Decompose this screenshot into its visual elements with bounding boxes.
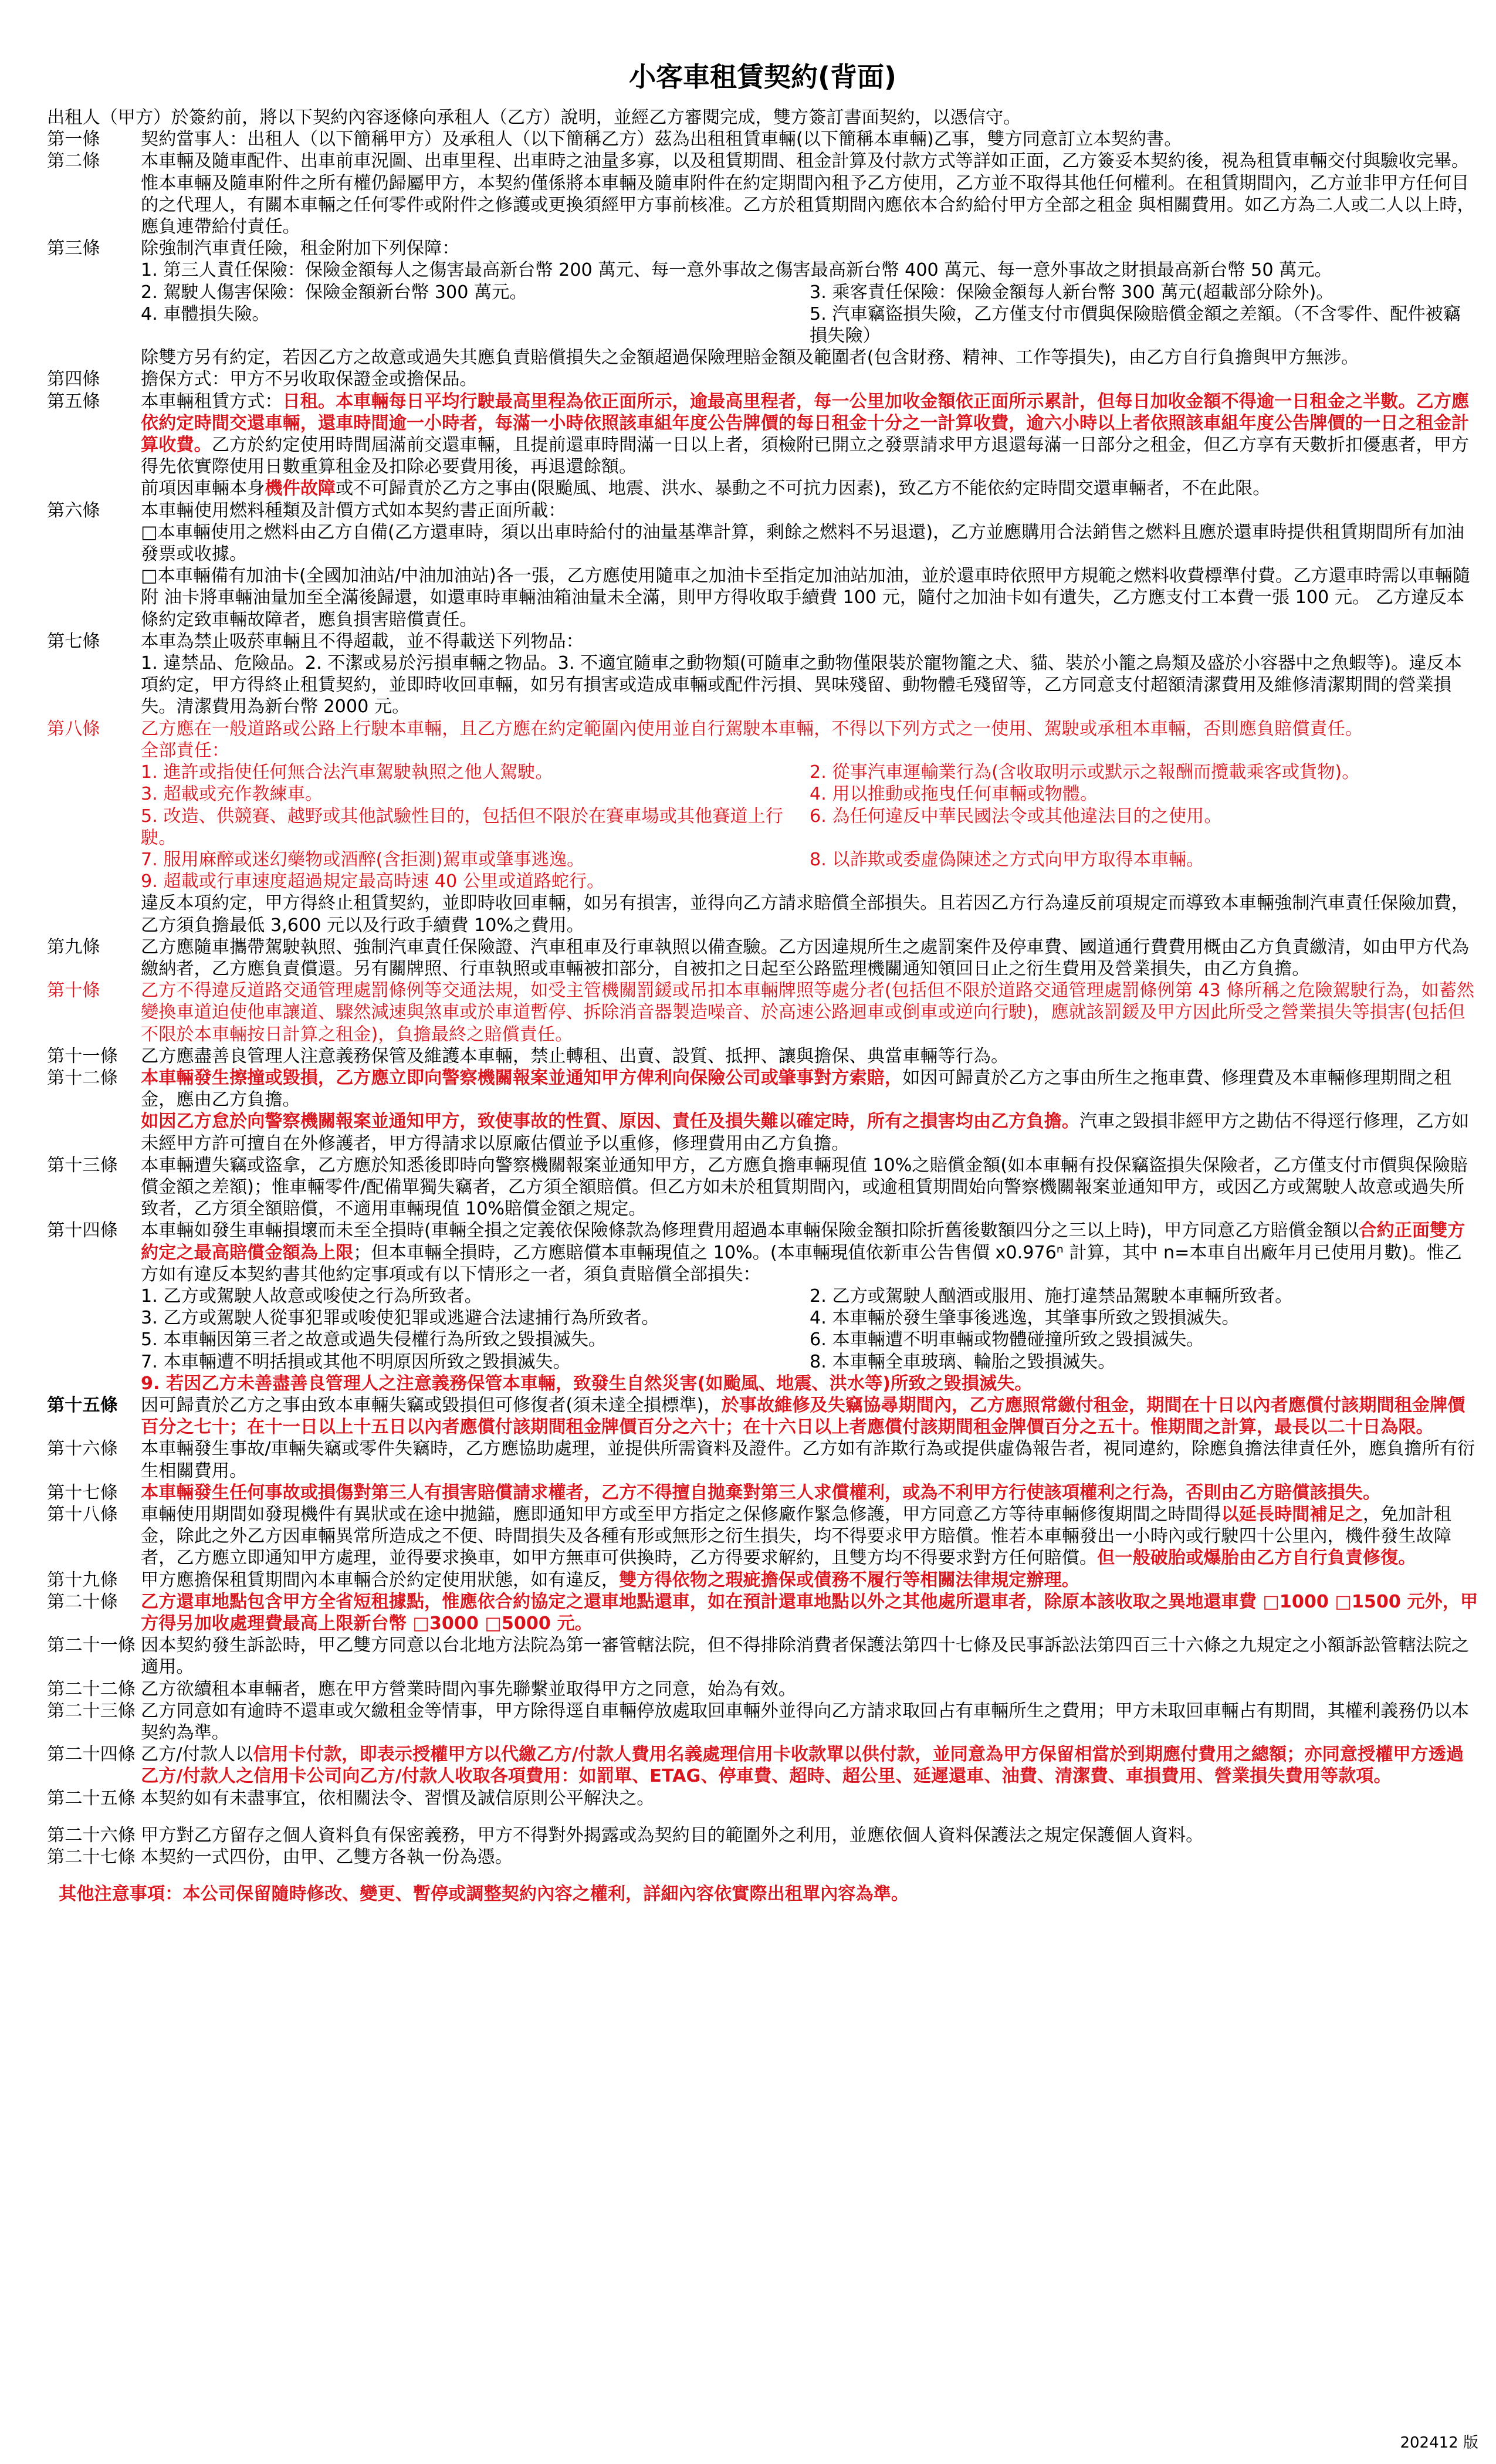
article-8-item-7: 7. 服用麻醉或迷幻藥物或酒醉(含拒測)駕車或肇事逃逸。 — [141, 849, 585, 870]
article-label: 第十八條 — [47, 1504, 118, 1525]
article-14-item-1: 1. 乙方或駕駛人故意或唆使之行為所致者。 — [141, 1285, 482, 1307]
article-red-text: 合約正面雙方約定之最高賠償金額為上限 — [141, 1220, 1465, 1263]
contract-document — [47, 59, 1478, 1905]
article-19 — [47, 1569, 1478, 1591]
article-2 — [47, 150, 1478, 172]
article-3-para: 除雙方另有約定，若因乙方之故意或過失其應負責賠償損失之金額超過保險理賠金額及範圍者(包含財務、精神、工作等損失)，由乙方自行負擔與甲方無涉。 — [141, 347, 1359, 368]
article-2-para: 惟本車輛及隨車附件之所有權仍歸屬甲方，本契約僅係將本車輛及隨車附件在約定期間內租予乙方使用，乙方並不取得其他任何權利。在租賃期間內，乙方並非甲方任何目的之代理人，有關本車輛之任何零件或附件之修護或更換須經甲方事前核准。乙方於租賃期間內應依本合約給付甲方全部之租金 與相關費用。如乙方為二人或二人以上時，應負連帶給付責任。 — [141, 172, 1475, 238]
article-8-items-row — [47, 783, 1478, 805]
article-27 — [47, 1846, 1478, 1868]
article-7 — [47, 631, 1478, 652]
article-10 — [47, 980, 1478, 1045]
article-text: 因可歸責於乙方之事由致本車輛失竊或毀損但可修復者(須未達全損標準)， — [141, 1395, 722, 1416]
article-body — [141, 391, 1478, 478]
article-6 — [47, 500, 1478, 522]
article-text: 本車輛租賃方式： — [141, 391, 283, 412]
article-14 — [47, 1220, 1478, 1285]
article-8-items-row — [47, 805, 1478, 849]
article-8-item-5: 5. 改造、供競賽、越野或其他試驗性目的，包括但不限於在賽車場或其他賽道上行駛。 — [141, 805, 783, 848]
article-body — [141, 1569, 1478, 1591]
article-8-items-row — [47, 849, 1478, 871]
article-8-items-row — [47, 761, 1478, 783]
article-8-item-2: 2. 從事汽車運輸業行為(含收取明示或默示之報酬而攬載乘客或貨物)。 — [810, 762, 1360, 783]
article-label: 第十九條 — [47, 1569, 118, 1590]
article-text: 汽車之毀損非經甲方之勘估不得逕行修理，乙方如未經甲方許可擅自在外修護者，甲方得請求以原廠估價並予以重修，修理費用由乙方負擔。 — [141, 1111, 1470, 1154]
article-text: 或不可歸責於乙方之事由(限颱風、地震、洪水、暴動之不可抗力因素)，致乙方不能依約定時間交還車輛者，不在此限。 — [336, 478, 1271, 499]
article-25 — [47, 1788, 1478, 1809]
article-15 — [47, 1395, 1478, 1438]
article-body: 本契約如有未盡事宜，依相關法令、習慣及誠信原則公平解決之。 — [141, 1788, 655, 1809]
fuel-option-card: □本車輛備有加油卡(全國加油站/中油加油站)各一張，乙方應使用隨車之加油卡至指定加油站加油，並於還車時依照甲方規範之燃料收費標準付費。乙方還車時需以車輛隨附 油卡將車輛油量加至全滿後歸還，如還車時車輛油箱油量未全滿，則甲方得收取手續費 100 元，隨付之加油卡如有遺失，乙方應支付工本費一張 100 元。 乙方違反本條約定致車輛故障者，應負損害賠償責任。 — [141, 566, 1470, 630]
article-body: 本車輛發生事故/車輛失竊或零件失竊時，乙方應協助處理，並提供所需資料及證件。乙方如有詐欺行為或提供虛偽報告者，視同違約，除應負擔法律責任外，應負擔所有衍生相關費用。 — [141, 1439, 1475, 1481]
article-label: 第十四條 — [47, 1220, 118, 1241]
article-12-para — [47, 1111, 1478, 1154]
article-label: 第二十條 — [47, 1591, 118, 1612]
article-body: 本車輛遭失竊或盜拿，乙方應於知悉後即時向警察機關報案並通知甲方，乙方應負擔車輛現值 10%之賠償金額(如本車輛有投保竊盜損失保險者，乙方僅支付市價與保險賠償金額之差額)；惟車輛零件/配備單獨失竊者，乙方須全額賠償。但乙方如未於租賃期間內，或逾租賃期間始向警察機關報案並通知甲方，或因乙方或駕駛人故意或過失所致者，乙方須全額賠償，不適用車輛現值 10%賠償金額之規定。 — [141, 1155, 1468, 1220]
article-text: 乙方/付款人以 — [141, 1744, 253, 1765]
fuel-option-self: □本車輛使用之燃料由乙方自備(乙方還車時，須以出車時給付的油量基準計算，剩餘之燃料不另退還)，乙方並應購用合法銷售之燃料且應於還車時提供租賃期間所有加油發票或收據。 — [141, 522, 1464, 565]
article-13 — [47, 1155, 1478, 1220]
page-title: 小客車租賃契約(背面) — [628, 61, 897, 93]
article-label: 第八條 — [47, 718, 100, 739]
article-body: 乙方同意如有逾時不還車或欠繳租金等情事，甲方除得逕自車輛停放處取回車輛外並得向乙方請求取回占有車輛所生之費用；甲方未取回車輛占有期間，其權利義務仍以本契約為準。 — [141, 1700, 1470, 1744]
article-14-item-4: 4. 本車輛於發生肇事後逃逸，其肇事所致之毀損滅失。 — [810, 1308, 1240, 1329]
article-body: 甲方對乙方留存之個人資料負有保密義務，甲方不得對外揭露或為契約目的範圍外之利用，並應依個人資料保護法之規定保護個人資料。 — [141, 1825, 1204, 1846]
spacer — [47, 1809, 1478, 1825]
article-3-item-2: 2. 駕駛人傷害保險：保險金額新台幣 300 萬元。 — [141, 282, 527, 303]
article-18 — [47, 1504, 1478, 1569]
article-9 — [47, 936, 1478, 980]
article-red-text: 如因乙方怠於向警察機關報案並通知甲方，致使事故的性質、原因、責任及損失難以確定時，所有之損害均由乙方負擔。 — [141, 1111, 1079, 1132]
article-body: 本車輛發生任何事故或損傷對第三人有損害賠償請求權者，乙方不得擅自拋棄對第三人求償權利，或為不利甲方行使該項權利之行為，否則由乙方賠償該損失。 — [141, 1482, 1381, 1503]
article-red-text: 日租。本車輛每日平均行駛最高里程為依正面所示，逾最高里程者，每一公里加收金額依正面所示累計，但每日加收金額不得逾一日租金之半數。乙方應依約定時間交還車輛，還車時間逾一小時者，每滿一小時依照該車組年度公告牌價的每日租金十分之一計算收費，逾六小時以上者依照該車組年度公告牌價的一日之租金計算收費。 — [141, 391, 1470, 456]
article-text: 本車輛如發生車輛損壞而未至全損時(車輛全損之定義依保險條款為修理費用超過本車輛保險金額扣除折舊後數額四分之三以上時)，甲方同意乙方賠償金額以 — [141, 1220, 1359, 1241]
article-body: 乙方不得違反道路交通管理處罰條例等交通法規，如受主管機關罰鍰或吊扣本車輛牌照等處分者(包括但不限於道路交通管理處罰條例第 43 條所稱之危險駕駛行為，如蓄然變換車道迫使他車讓道、驟然減速與煞車或於車道暫停、拆除消音器製造噪音、於高速公路迴車或倒車或逆向行駛)，應就該罰鍰及甲方因此所受之營業損失等損害(包括但不限於本車輛按日計算之租金)，負擔最終之賠償責任。 — [141, 980, 1475, 1045]
article-label: 第二十一條 — [47, 1635, 136, 1656]
intro-text: 出租人（甲方）於簽約前，將以下契約內容逐條向承租人（乙方）說明，並經乙方審閱完成，雙方簽訂書面契約，以憑信守。 — [47, 107, 1021, 128]
article-8-para: 違反本項約定，甲方得終止租賃契約，並即時收回車輛，如另有損害，並得向乙方請求賠償全部損失。且若因乙方行為違反前項規定而導致本車輛強制汽車責任保險加費，乙方須負擔最低 3,600 元以及行政手續費 10%之費用。 — [141, 893, 1470, 936]
article-24 — [47, 1744, 1478, 1787]
article-text: 甲方應擔保租賃期間內本車輛合於約定使用狀態，如有違反， — [141, 1569, 620, 1590]
article-7-para: 1. 違禁品、危險品。2. 不潔或易於污損車輛之物品。3. 不適宜隨車之動物類(可隨車之動物僅限裝於寵物籠之犬、貓、裝於小籠之鳥類及盛於小容器中之魚蝦等)。違反本項約定，甲方得終止租賃契約，並即時收回車輛，如另有損害或造成車輛或配件污損、異味殘留、動物體毛殘留等，乙方同意支付超額清潔費用及維修清潔期間的營業損失。清潔費用為新台幣 2000 元。 — [141, 653, 1462, 717]
article-label: 第十五條 — [47, 1395, 118, 1416]
article-label: 第二十二條 — [47, 1678, 136, 1700]
article-label: 第二條 — [47, 151, 100, 172]
article-red-text: 於事故維修及失竊協尋期間內，乙方應照常繳付租金，期間在十日以內者應償付該期間租金牌價百分之七十；在十一日以上十五日以內者應償付該期間租金牌價百分之六十；在十六日以上者應償付該期間租金牌價百分之五十。惟期間之計算，最長以二十日為限。 — [141, 1395, 1465, 1438]
article-text: 車輛使用期間如發現機件有異狀或在途中拋錨，應即通知甲方或至甲方指定之保修廠作緊急修護，甲方同意乙方等待車輛修復期間之時間得 — [141, 1504, 1221, 1525]
article-label: 第十條 — [47, 980, 100, 1001]
article-label: 第二十六條 — [47, 1825, 136, 1846]
article-body: 乙方欲續租本車輛者，應在甲方營業時間內事先聯繫並取得甲方之同意，始為有效。 — [141, 1678, 796, 1700]
article-14-item-6: 6. 本車輛遭不明車輛或物體碰撞所致之毀損滅失。 — [810, 1329, 1204, 1351]
article-14-item-3: 3. 乙方或駕駛人從事犯罪或唆使犯罪或逃避合法逮捕行為所致者。 — [141, 1308, 659, 1329]
article-label: 第七條 — [47, 631, 100, 652]
article-label: 第四條 — [47, 369, 100, 390]
article-label: 第九條 — [47, 936, 100, 957]
article-red-text: 雙方得依物之瑕疵擔保或債務不履行等相關法律規定辦理。 — [619, 1569, 1079, 1590]
article-label: 第二十七條 — [47, 1847, 136, 1868]
article-body: 乙方應盡善良管理人注意義務保管及維護本車輛，禁止轉租、出賣、設質、抵押、讓與擔保、典當車輛等行為。 — [141, 1045, 1009, 1067]
article-label: 第十二條 — [47, 1067, 118, 1088]
article-8-item-6: 6. 為任何違反中華民國法令或其他違法目的之使用。 — [810, 805, 1222, 827]
article-8-item-9: 9. 超載或行車速度超過規定最高時速 40 公里或道路蛇行。 — [141, 871, 605, 892]
article-body: 乙方應在一般道路或公路上行駛本車輛，且乙方應在約定範圍內使用並自行駕駛本車輛，不得以下列方式之一使用、駕駛或承租本車輛，否則應負賠償責任。 — [141, 718, 1363, 739]
article-14-item-5: 5. 本車輛因第三者之故意或過失侵權行為所致之毀損滅失。 — [141, 1329, 607, 1351]
article-8-subtitle: 全部責任： — [141, 740, 229, 761]
article-14-item-7: 7. 本車輛遭不明括損或其他不明原因所致之毀損滅失。 — [141, 1351, 571, 1372]
article-3 — [47, 238, 1478, 259]
article-body: 本車輛使用燃料種類及計價方式如本契約書正面所載： — [141, 500, 566, 521]
article-body: 本車為禁止吸菸車輛且不得超載，並不得載送下列物品： — [141, 631, 584, 652]
article-body: 因本契約發生訴訟時，甲乙雙方同意以台北地方法院為第一審管轄法院，但不得排除消費者保護法第四十七條及民事訴訟法第四百三十六條之九規定之小額訴訟管轄法院之適用。 — [141, 1635, 1470, 1678]
article-8-item-3: 3. 超載或充作教練車。 — [141, 784, 323, 805]
article-body: 擔保方式：甲方不另收取保證金或擔保品。 — [141, 369, 478, 390]
article-body: 乙方應隨車攜帶駕駛執照、強制汽車責任保險證、汽車租車及行車執照以備查驗。乙方因違規所生之處罰案件及停車費、國道通行費費用概由乙方負責繳清，如由甲方代為繳納者，乙方應負責償還。另有關牌照、行車執照或車輛被扣部分，自被扣之日起至公路監理機關通知領回日止之衍生費用及營業損失，由乙方負擔。 — [141, 936, 1470, 979]
article-label: 第十三條 — [47, 1155, 118, 1176]
article-8-item-4: 4. 用以推動或拖曳任何車輛或物體。 — [810, 784, 1098, 805]
article-3-item-3: 3. 乘客責任保險：保險金額每人新台幣 300 萬元(超載部分除外)。 — [810, 282, 1334, 303]
article-16 — [47, 1438, 1478, 1481]
article-label: 第十一條 — [47, 1045, 118, 1067]
article-5-para — [47, 478, 1478, 499]
article-body: 本車輛及隨車配件、出車前車況圖、出車里程、出車時之油量多寡，以及租賃期間、租金計算及付款方式等詳如正面，乙方簽妥本契約後，視為租賃車輛交付與驗收完畢。 — [141, 151, 1470, 172]
article-label: 第二十四條 — [47, 1744, 136, 1765]
article-red-text: 信用卡付款，即表示授權甲方以代繳乙方/付款人費用名義處理信用卡收款單以供付款，並同意為甲方保留相當於到期應付費用之總額；亦同意授權甲方透過乙方/付款人之信用卡公司向乙方/付款人收取各項費用：如罰單、ETAG、停車費、超時、超公里、延遲還車、油費、清潔費、車損費用、營業損失費用等款項。 — [141, 1744, 1464, 1787]
version-label: 202412 版 — [1400, 2434, 1478, 2452]
article-text: 如因可歸責於乙方之事由所生之拖車費、修理費及本車輛修理期間之租金，應由乙方負擔。 — [141, 1067, 1451, 1111]
article-body — [141, 1504, 1478, 1569]
article-body: 本契約一式四份，由甲、乙雙方各執一份為憑。 — [141, 1847, 513, 1868]
article-label: 第五條 — [47, 391, 100, 412]
article-label: 第十七條 — [47, 1482, 118, 1503]
article-3-items-row — [47, 282, 1478, 303]
article-14-items-row — [47, 1329, 1478, 1351]
article-body: 除強制汽車責任險，租金附加下列保障： — [141, 238, 460, 259]
article-3-items-row — [47, 303, 1478, 347]
article-3-item-4: 4. 車體損失險。 — [141, 303, 270, 324]
article-20 — [47, 1591, 1478, 1634]
article-11 — [47, 1045, 1478, 1067]
article-text: ，免加計租金，除此之外乙方因車輛異常所造成之不便、時間損失及各種有形或無形之衍生損失，均不得要求甲方賠償。惟若本車輛發出一小時內或行駛四十公里內，機件發生故障者，乙方應立即通知甲方處理，並得要求換車，如甲方無車可供換時，乙方得要求解約，且雙方均不得要求對方任何賠償。 — [141, 1504, 1451, 1569]
article-label: 第二十五條 — [47, 1788, 136, 1809]
article-body — [141, 1395, 1478, 1438]
article-5 — [47, 391, 1478, 478]
article-12 — [47, 1067, 1478, 1111]
article-4 — [47, 368, 1478, 390]
article-red-text: 但一般破胎或爆胎由乙方自行負責修復。 — [1097, 1548, 1416, 1569]
article-23 — [47, 1700, 1478, 1744]
other-notice: 其他注意事項：本公司保留隨時修改、變更、暫停或調整契約內容之權利，詳細內容依實際出租單內容為準。 — [59, 1884, 909, 1905]
article-14-item-2: 2. 乙方或駕駛人酗酒或服用、施打違禁品駕駛本車輛所致者。 — [810, 1285, 1293, 1307]
article-14-item-9: 9. 若因乙方未善盡善良管理人之注意義務保管本車輛，致發生自然災害(如颱風、地震、洪水等)所致之毀損滅失。 — [141, 1373, 1033, 1394]
article-14-items-row — [47, 1351, 1478, 1373]
article-text: ；但本車輛全損時，乙方應賠償本車輛現值之 10%。(本車輛現值依新車公告售價 x0.976ⁿ 計算，其中 n=本車自出廠年月已使用月數)。惟乙方如有違反本契約書其他約定事項或有以下情形之一者，須負責賠償全部損失： — [141, 1242, 1462, 1285]
article-22 — [47, 1678, 1478, 1700]
article-17 — [47, 1482, 1478, 1504]
article-3-item-5: 5. 汽車竊盜損失險，乙方僅支付市價與保險賠償金額之差額。（不含零件、配件被竊損失險） — [810, 303, 1461, 347]
article-label: 第十六條 — [47, 1439, 118, 1460]
article-red-text: 機件故障 — [265, 478, 336, 499]
article-label: 第二十三條 — [47, 1700, 136, 1721]
article-body — [141, 1067, 1478, 1111]
spacer — [47, 1868, 1478, 1883]
article-body: 乙方還車地點包含甲方全省短租據點，惟應依合約協定之還車地點還車，如在預計還車地點以外之其他處所還車者，除原本該收取之異地還車費 □1000 □1500 元外，甲方得另加收處理費最高上限新台幣 □3000 □5000 元。 — [141, 1591, 1478, 1634]
article-body — [141, 1220, 1478, 1285]
article-label: 第一條 — [47, 129, 100, 150]
article-3-item-1: 1. 第三人責任保險：保險金額每人之傷害最高新台幣 200 萬元、每一意外事故之傷害最高新台幣 400 萬元、每一意外事故之財損最高新台幣 50 萬元。 — [141, 260, 1332, 281]
article-text: 乙方於約定使用時間屆滿前交還車輛，且提前還車時間滿一日以上者，須檢附已開立之發票請求甲方退還每滿一日部分之租金，但乙方享有天數折扣優惠者，甲方得先依實際使用日數重算租金及扣除必要費用後，再退還餘額。 — [141, 435, 1470, 478]
article-red-text: 本車輛發生擦撞或毀損，乙方應立即向警察機關報案並通知甲方俾利向保險公司或肇事對方索賠， — [141, 1067, 903, 1088]
article-8-item-8: 8. 以詐欺或委虛偽陳述之方式向甲方取得本車輛。 — [810, 849, 1204, 870]
article-label: 第六條 — [47, 500, 100, 521]
article-8-item-1: 1. 進許或指使任何無合法汽車駕駛執照之他人駕駛。 — [141, 762, 553, 783]
article-21 — [47, 1634, 1478, 1678]
article-body — [141, 1744, 1478, 1787]
article-text: 前項因車輛本身 — [141, 478, 265, 499]
article-26 — [47, 1825, 1478, 1846]
article-red-text: 以延長時間補足之 — [1221, 1504, 1363, 1525]
article-14-item-8: 8. 本車輛全車玻璃、輪胎之毀損滅失。 — [810, 1351, 1116, 1372]
article-1 — [47, 128, 1478, 150]
article-body: 契約當事人：出租人（以下簡稱甲方）及承租人（以下簡稱乙方）茲為出租租賃車輛(以下簡稱本車輛)乙事，雙方同意訂立本契約書。 — [141, 129, 1182, 150]
article-label: 第三條 — [47, 238, 100, 259]
article-14-items-row — [47, 1307, 1478, 1329]
article-14-items-row — [47, 1285, 1478, 1307]
article-8 — [47, 718, 1478, 740]
